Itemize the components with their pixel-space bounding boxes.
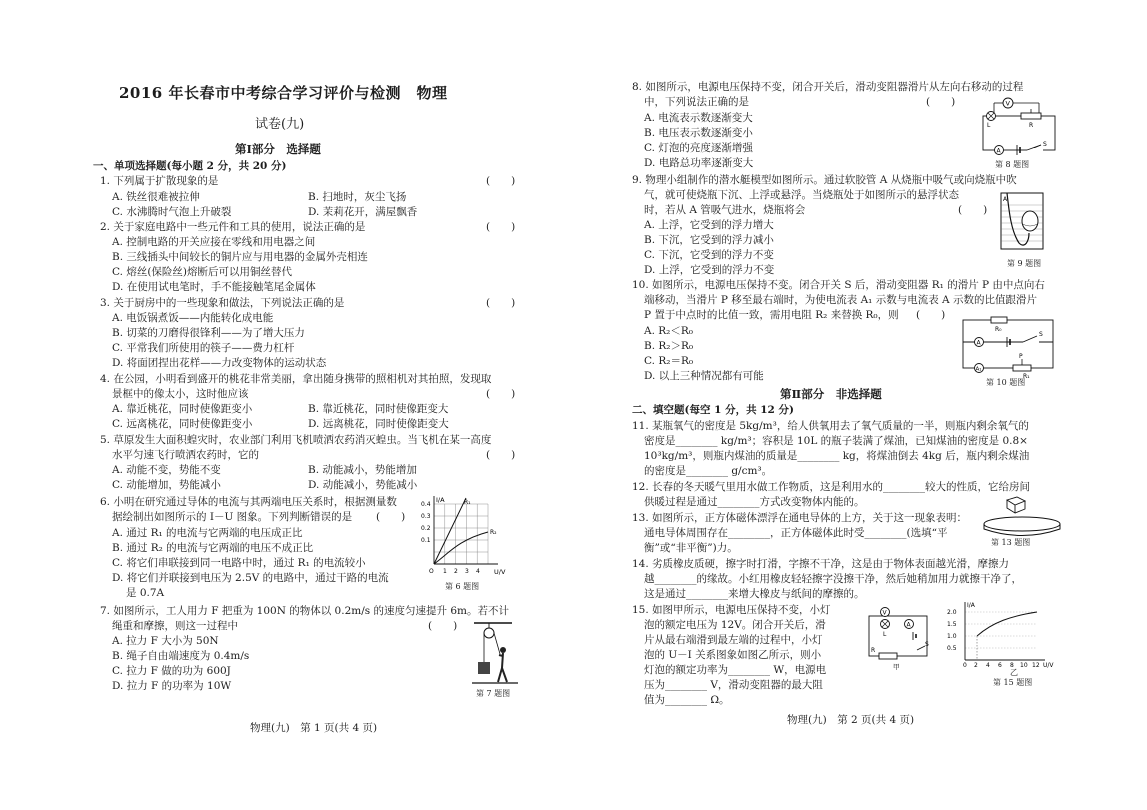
q15-ytick: 0.5 — [947, 645, 957, 652]
q1-option-c: C. 水沸腾时气泡上升破裂 — [112, 206, 232, 218]
q15-ytick: 1.0 — [947, 633, 957, 640]
q15-switch — [917, 646, 925, 650]
q1-answer-paren: ( ) — [486, 175, 516, 187]
q13-line3: 衡”或“非平衡”)力。 — [644, 542, 738, 554]
q15-ammeter-label: A — [906, 621, 911, 629]
q5-option-d: D. 动能减小，势能减小 — [308, 479, 418, 491]
q15-ytick: 2.0 — [947, 609, 957, 616]
q6-ytick: 0.1 — [421, 537, 431, 544]
q10-stem-line3: P 置于中点时的比值一致，需用电阻 R₂ 来替换 R₀，则 — [644, 309, 899, 321]
q1-option-d: D. 茉莉花开，满屋飘香 — [308, 206, 418, 218]
q8-option-a: A. 电流表示数逐渐变大 — [644, 112, 753, 124]
q9-stem-line1: 9. 物理小组制作的潜水艇模型如图所示。通过软胶管 A 从烧瓶中吸气或向烧瓶中吹 — [632, 174, 1017, 186]
q5-option-c: C. 动能增加，势能减小 — [112, 479, 221, 491]
q4-option-d: D. 远离桃花，同时使像距变大 — [308, 418, 449, 430]
q10-slider-label: P — [1019, 353, 1023, 360]
q8-lamp-label: L — [987, 122, 991, 129]
q15-lamp-label: L — [883, 631, 887, 638]
q11-line2: 密度是________ kg/m³；容积是 10L 的瓶子装满了煤油，已知煤油的密度是 0.8× — [644, 435, 1028, 447]
q8-rheostat — [1021, 113, 1041, 119]
q12-line2: 供暖过程是通过________方式改变物体内能的。 — [644, 496, 865, 508]
q10-rheostat-r1 — [1013, 365, 1031, 371]
q13-cube-magnet — [1007, 497, 1025, 505]
q4-option-c: C. 远离桃花，同时使像距变小 — [112, 418, 253, 430]
q6-ylabel: I/A — [436, 496, 445, 504]
exam-title: 2016 年长春市中考综合学习评价与检测 物理 — [119, 84, 448, 102]
q7-load-block — [478, 662, 490, 674]
footer-left: 物理(九) 第 1 页(共 4 页) — [250, 722, 378, 734]
right-page — [573, 0, 1147, 810]
q15-rheostat — [879, 653, 897, 659]
q9-option-a: A. 上浮，它受到的浮力增大 — [644, 219, 774, 231]
q7-stem-line2: 绳重和摩擦，则这一过程中 — [112, 620, 238, 632]
q9-flask — [1022, 211, 1038, 231]
q15-switch-label: S — [925, 641, 929, 648]
q8-stem-line2: 中，下列说法正确的是 — [644, 96, 749, 108]
q7-pulley-figure — [470, 620, 520, 688]
q5-answer-paren: ( ) — [486, 449, 516, 461]
q6-xtick: 3 — [465, 568, 469, 575]
q6-xtick: 1 — [443, 568, 447, 575]
q10-circuit — [957, 312, 1061, 380]
q15-line7: 值为________ Ω。 — [644, 694, 730, 706]
q9-submarine-figure — [997, 191, 1047, 255]
q6-xtick: 4 — [476, 568, 480, 575]
q7-option-a: A. 拉力 F 大小为 50N — [112, 635, 219, 647]
q7-caption: 第 7 题图 — [476, 689, 511, 698]
q3-stem: 3. 关于厨房中的一些现象和做法，下列说法正确的是 — [100, 297, 345, 309]
q8-switch-label: S — [1043, 141, 1047, 148]
q15-line6: 压为________ V，滑动变阻器的最大阻 — [644, 679, 823, 691]
q15-xtick: 12 — [1032, 662, 1040, 669]
q13-conductor-ring — [984, 517, 1060, 531]
q9-option-c: C. 下沉，它受到的浮力不变 — [644, 249, 774, 261]
q10-resistor-r0 — [991, 317, 1007, 323]
q6-option-c: C. 将它们串联接到同一电路中时，通过 R₁ 的电流较小 — [112, 557, 366, 569]
q9-stem-line3: 时，若从 A 管吸气进水，烧瓶将会 — [644, 204, 806, 216]
q4-option-a: A. 靠近桃花，同时使像距变小 — [112, 403, 253, 415]
q6-option-b: B. 通过 R₂ 的电流与它两端的电压不成正比 — [112, 542, 314, 554]
q15-label-yi: 乙 — [1010, 668, 1018, 677]
q6-iu-graph — [420, 494, 510, 574]
part-one-heading: 第Ⅰ部分 选择题 — [235, 142, 321, 156]
q10-caption: 第 10 题图 — [986, 378, 1026, 387]
q7-worker-head — [500, 647, 506, 653]
q10-switch-label: S — [1039, 331, 1043, 338]
q10-ammeter-a1-label: A₁ — [975, 366, 982, 373]
q1-option-a: A. 铁丝很难被拉伸 — [112, 191, 200, 203]
q7-option-b: B. 绳子自由端速度为 0.4m/s — [112, 650, 250, 662]
q9-answer-paren: ( ) — [958, 204, 988, 216]
q8-option-c: C. 灯泡的亮度逐渐增强 — [644, 142, 753, 154]
q2-stem: 2. 关于家庭电路中一些元件和工具的使用，说法正确的是 — [100, 221, 366, 233]
q9-caption: 第 9 题图 — [1007, 259, 1042, 268]
q6-xlabel: U/V — [494, 568, 506, 576]
q3-option-d: D. 将面团捏出花样——力改变物体的运动状态 — [112, 357, 327, 369]
q14-line3: 这是通过________来增大橡皮与纸间的摩擦的。 — [644, 588, 865, 600]
q6-r2-label: R₂ — [490, 529, 497, 536]
q1-stem: 1. 下列属于扩散现象的是 — [100, 175, 219, 187]
q15-xtick: 10 — [1020, 662, 1028, 669]
q7-option-c: C. 拉力 F 做的功为 600J — [112, 665, 231, 677]
q4-option-b: B. 靠近桃花，同时使像距变大 — [308, 403, 449, 415]
q15-xtick: 0 — [963, 662, 967, 669]
q3-option-a: A. 电饭锅煮饭——内能转化成电能 — [112, 312, 274, 324]
q6-option-a: A. 通过 R₁ 的电流与它两端的电压成正比 — [112, 527, 303, 539]
q15-line1: 15. 如图甲所示，电源电压保持不变，小灯 — [632, 604, 831, 616]
q10-option-a: A. R₂＜R₀ — [644, 325, 693, 337]
q8-option-b: B. 电压表示数逐渐变小 — [644, 127, 753, 139]
q15-line3: 片从最右端滑到最左端的过程中，小灯 — [644, 634, 823, 646]
q13-line1: 13. 如图所示，正方体磁体漂浮在通电导体的上方，关于这一现象表明： — [632, 512, 968, 524]
q15-xtick: 2 — [974, 662, 978, 669]
q5-stem-line1: 5. 草原发生大面积蝗灾时，农业部门利用飞机喷洒农药消灭蝗虫。当飞机在某一高度 — [100, 434, 492, 446]
q8-caption: 第 8 题图 — [995, 160, 1030, 169]
q7-option-d: D. 拉力 F 的功率为 10W — [112, 680, 232, 692]
q14-line2: 越________的缘故。小红用橡皮轻轻擦字没擦干净，然后她稍加用力就擦干净了， — [644, 573, 1022, 585]
q10-option-b: B. R₂＞R₀ — [644, 340, 694, 352]
q6-r1-line — [434, 498, 466, 564]
q5-option-a: A. 动能不变，势能不变 — [112, 464, 221, 476]
q4-stem-line2: 景框中的像太小，这时他应该 — [112, 388, 249, 400]
q3-answer-paren: ( ) — [486, 297, 516, 309]
exam-subtitle: 试卷(九) — [255, 117, 305, 132]
q10-ammeter-a-label: A — [976, 339, 981, 347]
q10-r1-label: R₁ — [1023, 373, 1030, 380]
q15-line4: 泡的 U－I 关系图象如图乙所示，则小 — [644, 649, 822, 661]
q6-option-d-line1: D. 将它们并联接到电压为 2.5V 的电路中，通过干路的电流 — [112, 572, 389, 584]
q15-xtick: 4 — [986, 662, 990, 669]
q2-option-d: D. 在使用试电笔时，手不能接触笔尾金属体 — [112, 281, 316, 293]
q15-circuit-jia — [863, 606, 939, 670]
q4-answer-paren: ( ) — [486, 388, 516, 400]
q1-option-b: B. 扫地时，灰尘飞扬 — [308, 191, 407, 203]
q15-line2: 泡的额定电压为 12V。闭合开关后，滑 — [644, 619, 826, 631]
q15-caption: 第 15 题图 — [993, 678, 1033, 687]
q13-line2: 通电导体周围存在________，正方体磁体此时受________(选填“平 — [644, 527, 948, 539]
q15-xlabel: U/V — [1043, 662, 1054, 669]
left-page — [0, 0, 573, 810]
q15-rheostat-label: R — [871, 647, 876, 654]
q11-line3: 10³kg/m³，则瓶内煤油的质量是________ kg，将煤油倒去 4kg 后，瓶内剩余煤油 — [644, 450, 1030, 462]
q2-option-a: A. 控制电路的开关应接在零线和用电器之间 — [112, 236, 316, 248]
q3-option-b: B. 切菜的刀磨得很锋利——为了增大压力 — [112, 327, 305, 339]
q7-pulley-wheel — [484, 628, 494, 638]
q15-voltmeter-label: V — [882, 609, 887, 617]
q9-stem-line2: 气，就可使烧瓶下沉、上浮或悬浮。当烧瓶处于如图所示的悬浮状态 — [644, 189, 959, 201]
q6-ytick: 0.3 — [421, 513, 431, 520]
q11-line1: 11. 某瓶氧气的密度是 5kg/m³，给人供氧用去了氧气质量的一半，则瓶内剩余氧气的 — [632, 420, 1029, 432]
q8-voltmeter-label: V — [1005, 99, 1010, 108]
q15-xtick: 6 — [998, 662, 1002, 669]
q15-ui-graph-yi — [945, 600, 1055, 668]
q10-option-d: D. 以上三种情况都有可能 — [644, 370, 764, 382]
q10-stem-line1: 10. 如图所示，电源电压保持不变。闭合开关 S 后，滑动变阻器 R₁ 的滑片 P 由中点向右 — [632, 279, 1045, 291]
q6-xtick: 2 — [454, 568, 458, 575]
q15-xtick: 8 — [1010, 662, 1014, 669]
q5-option-b: B. 动能减小，势能增加 — [308, 464, 417, 476]
q15-ytick: 1.5 — [947, 621, 957, 628]
q7-answer-paren: ( ) — [428, 620, 458, 632]
q13-caption: 第 13 题图 — [991, 538, 1031, 547]
q6-option-d-line2: 是 0.7A — [126, 587, 165, 599]
q8-circuit — [969, 96, 1069, 158]
q15-ylabel: I/A — [967, 602, 975, 609]
q15-line5: 灯泡的额定功率为________ W，电源电 — [644, 664, 827, 676]
q14-line1: 14. 劣质橡皮质硬，擦字时打滑，字擦不干净，这是由于物体表面越光滑，摩擦力 — [632, 558, 1010, 570]
q9-option-d: D. 上浮，它受到的浮力不变 — [644, 264, 775, 276]
q10-option-c: C. R₂＝R₀ — [644, 355, 694, 367]
q9-option-b: B. 下沉，它受到的浮力减小 — [644, 234, 774, 246]
q8-ammeter-label: A — [996, 147, 1001, 155]
q6-ytick: 0.4 — [421, 501, 431, 508]
q6-caption: 第 6 题图 — [445, 582, 480, 591]
q2-answer-paren: ( ) — [486, 221, 516, 233]
q12-line1: 12. 长春的冬天暖气里用水做工作物质，这是利用水的________较大的性质，它给房间 — [632, 481, 1031, 493]
q8-answer-paren: ( ) — [926, 96, 956, 108]
footer-right: 物理(九) 第 2 页(共 4 页) — [787, 714, 915, 726]
q6-stem-line2: 据绘制出如图所示的 I－U 图象。下列判断错误的是 — [112, 511, 353, 523]
q5-stem-line2: 水平匀速飞行喷洒农药时，它的 — [112, 449, 259, 461]
q6-origin: O — [429, 568, 434, 575]
q2-option-b: B. 三线插头中间较长的铜片应与用电器的金属外壳相连 — [112, 251, 368, 263]
part-two-heading: 第Ⅱ部分 非选择题 — [780, 387, 882, 401]
q8-rheostat-label: R — [1029, 122, 1034, 129]
q10-stem-line2: 端移动，当滑片 P 移至最右端时，为使电流表 A₁ 示数与电流表 A 示数的比值跟滑片 — [644, 294, 1037, 306]
q7-worker-body — [498, 653, 507, 682]
q13-magnet-figure — [981, 496, 1063, 538]
q15-label-jia: 甲 — [893, 663, 900, 671]
q8-stem-line1: 8. 如图所示，电源电压保持不变，闭合开关后，滑动变阻器滑片从左向右移动的过程 — [632, 81, 1024, 93]
section-choice-heading: 一、单项选择题(每小题 2 分，共 20 分) — [93, 160, 287, 172]
q6-stem-line1: 6. 小明在研究通过导体的电流与其两端电压关系时，根据测量数 — [100, 496, 397, 508]
q11-line4: 的密度是________ g/cm³。 — [644, 465, 773, 477]
q2-option-c: C. 熔丝(保险丝)熔断后可以用铜丝替代 — [112, 266, 293, 278]
q4-stem-line1: 4. 在公园，小明看到盛开的桃花非常美丽，拿出随身携带的照相机对其拍照，发现取 — [100, 373, 492, 385]
q9-tube-label: A — [1003, 196, 1008, 203]
q10-answer-paren: ( ) — [916, 309, 946, 321]
q6-ytick: 0.2 — [421, 525, 431, 532]
q8-option-d: D. 电路总功率逐渐变大 — [644, 157, 754, 169]
q6-r1-label: R₁ — [464, 499, 471, 506]
q7-stem-line1: 7. 如图所示，工人用力 F 把重为 100N 的物体以 0.2m/s 的速度匀速提升 6m。若不计 — [100, 605, 509, 617]
q6-answer-paren: ( ) — [376, 511, 406, 523]
q3-option-c: C. 平常我们所使用的筷子——费力杠杆 — [112, 342, 295, 354]
q10-r0-label: R₀ — [995, 326, 1002, 333]
section-fill-heading: 二、填空题(每空 1 分，共 12 分) — [632, 404, 794, 416]
